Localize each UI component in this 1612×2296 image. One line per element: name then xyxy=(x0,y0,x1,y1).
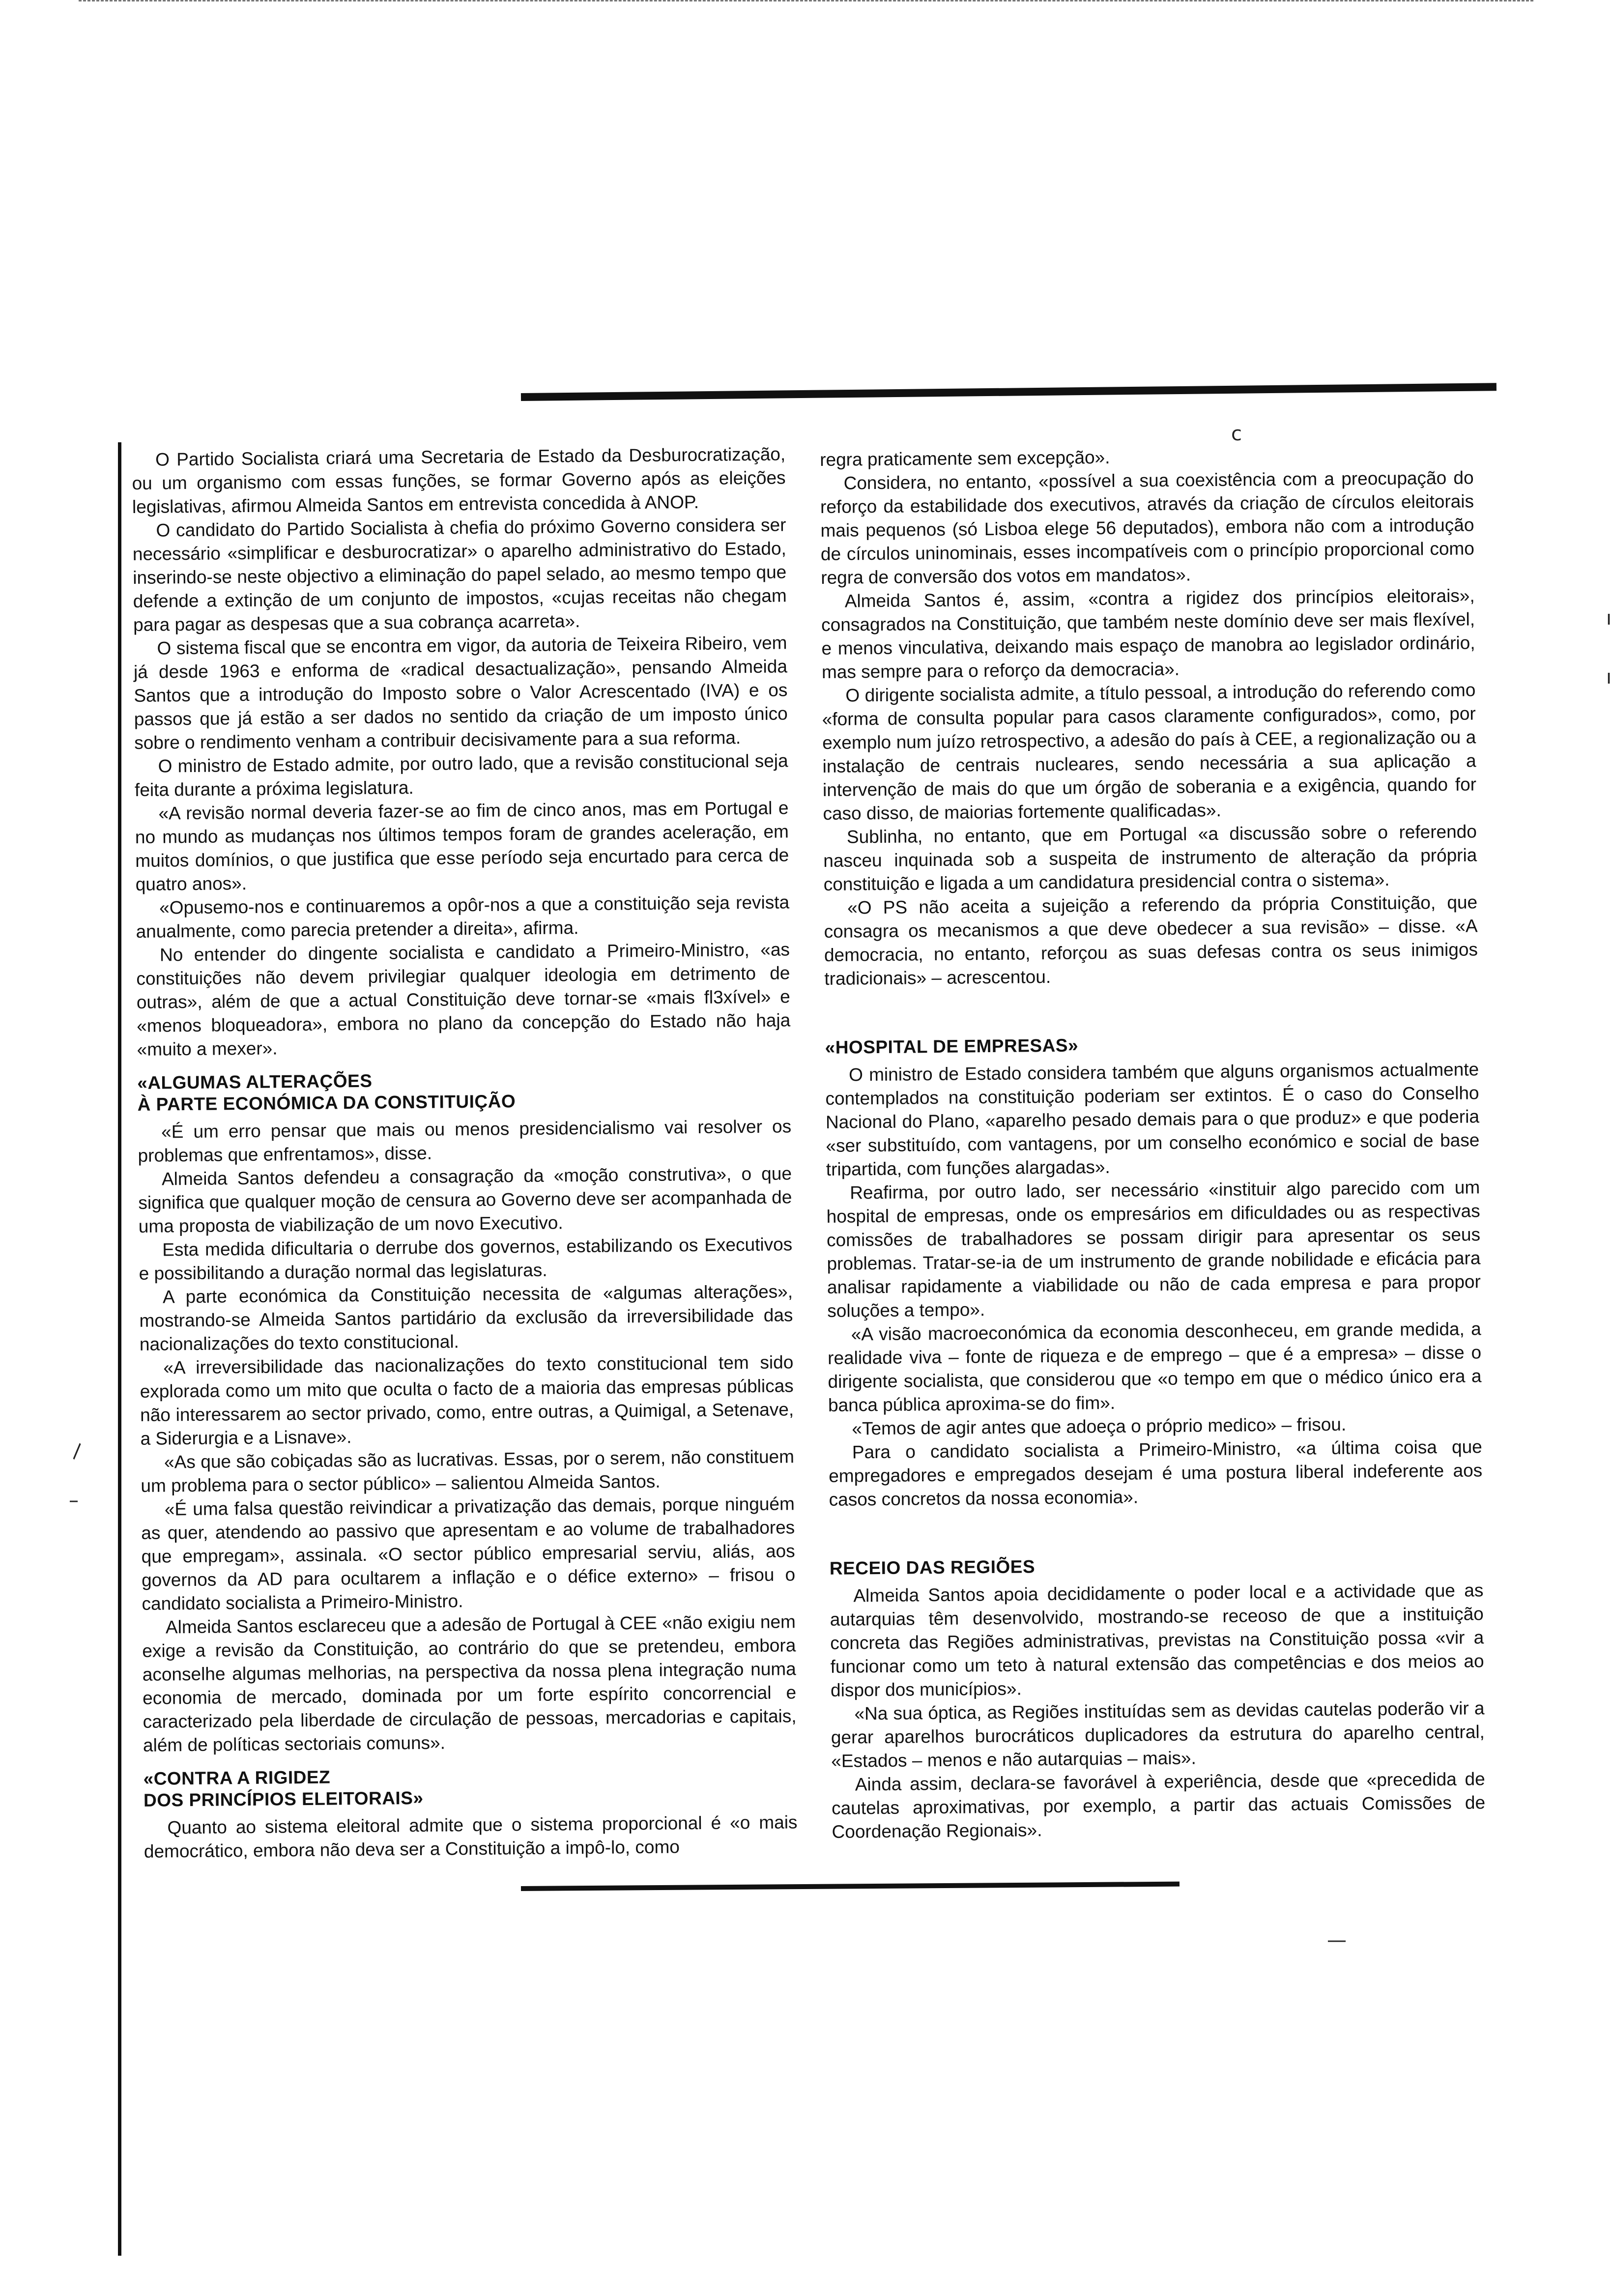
paragraph: Almeida Santos esclareceu que a adesão de Portugal à CEE «não exigiu nem exige a revisão da Constituição, ao contrário do que se pretendeu, embora aconselhe algumas melhorias, na perspectiva da nossa plena integração numa economia de mercado, dominada por um forte espírito concorrencial e caracterizado pela liberdade de circulação de pessoas, mercadorias e capitais, além de políticas sectoriais comuns». xyxy=(142,1611,797,1755)
paragraph: Ainda assim, declara-se favorável à experiência, desde que «precedida de cautelas aproximativas, por exemplo, a partir das actuais Comissões de Coordenação Regionais». xyxy=(831,1769,1486,1842)
scan-mark: ı xyxy=(1606,666,1612,689)
section-heading-line: DOS PRINCÍPIOS ELEITORAIS» xyxy=(143,1787,424,1810)
paragraph: «A revisão normal deveria fazer-se ao fim de cinco anos, mas em Portugal e no mundo as mudanças nos últimos tempos foram de grandes aceleração, em muitos domínios, o que justifica que esse período seja encurtado para cerca de quatro anos». xyxy=(135,798,789,894)
section-heading-line: «CONTRA A RIGIDEZ xyxy=(143,1767,331,1789)
paragraph: «O PS não aceita a sujeição a referendo da própria Constituição, que consagra os mecanismos a que deve obedecer a sua revisão» – disse. «A democracia, no entanto, reforçou as suas defesas contra os seus inimigos tradicionais» – acrescentou. xyxy=(824,892,1478,989)
bottom-rule xyxy=(521,1882,1180,1891)
section-heading xyxy=(137,1066,791,1116)
paragraph: «Opusemo-nos e continuaremos a opôr-nos a que a constituição seja revista anualmente, como parecia pretender a direita», afirma. xyxy=(136,892,790,942)
paragraph: Para o candidato socialista a Primeiro-Ministro, «a última coisa que empregadores e empregados desejam é uma postura liberal indeferente aos casos concretos da nossa economia». xyxy=(829,1436,1483,1510)
scan-top-edge xyxy=(79,0,1533,3)
paragraph: O dirigente socialista admite, a título pessoal, a introdução do referendo como «forma de consulta popular para casos claramente configurados», como, por exemplo num juízo retrospectivo, a adesão do país à CEE, a regionalização ou a instalação de centrais nucleares, sendo necessária a sua aplicação a intervenção de mais do que um órgão de soberania e a exigência, quando for caso disso, de maiorias fortemente qualificadas». xyxy=(822,680,1477,824)
section-heading: RECEIO DAS REGIÕES xyxy=(829,1556,1036,1578)
article-column-right xyxy=(820,442,1486,1843)
scan-mark: c xyxy=(1231,423,1242,445)
section-heading xyxy=(143,1762,797,1811)
paragraph: O ministro de Estado admite, por outro lado, que a revisão constitucional seja feita durante a próxima legislatura. xyxy=(134,750,788,800)
paragraph: «Temos de agir antes que adoeça o próprio medico» – frisou. xyxy=(852,1414,1347,1439)
paragraph: O candidato do Partido Socialista à chefia do próximo Governo considera ser necessário «simplificar e desburocratizar» o aparelho administrativo do Estado, inserindo-se neste objectivo a eliminação do papel selado, ao mesmo tempo que defende a extinção de um conjunto de impostos, «cujas receitas não chegam para pagar as despesas que a sua cobrança acarreta». xyxy=(132,515,787,635)
paragraph: Almeida Santos é, assim, «contra a rigidez dos princípios eleitorais», consagrados na Constituição, que também neste domínio deve ser mais flexível, e menos vinculativa, deixando mais espaço de manobra ao legislador ordinário, mas sempre para o reforço da democracia». xyxy=(821,585,1475,682)
paragraph: Quanto ao sistema eleitoral admite que o sistema proporcional é «o mais democrático, embora não deva ser a Constituição a impô-lo, como xyxy=(144,1812,798,1862)
top-rule xyxy=(521,383,1497,401)
paragraph: O ministro de Estado considera também que alguns organismos actualmente contemplados na constituição poderiam ser extintos. É o caso do Conselho Nacional do Plano, «aparelho pesado demais para o que produz» e que poderia «ser substituído, com vantagens, por um conselho económico e social de base tripartida, com funções alargadas». xyxy=(825,1059,1480,1179)
paragraph: «A irreversibilidade das nacionalizações do texto constitucional tem sido explorada como um mito que oculta o facto de a maioria das empresas públicas não interessarem ao sector privado, como, entre outras, a Quimigal, a Setenave, a Siderurgia e a Lisnave». xyxy=(140,1352,794,1449)
paragraph: «A visão macroeconómica da economia desconheceu, em grande medida, a realidade viva – fonte de riqueza e de emprego – que é a empresa» – disse o dirigente socialista, que considerou que «o tempo em que o médico único era a banca pública aproxima-se do fim». xyxy=(827,1319,1482,1415)
paragraph: «É uma falsa questão reivindicar a privatização das demais, porque ninguém as quer, atendendo ao passivo que apresentam e ao volume de trabalhadores que empregam», assinala. «O sector público empresarial serviu, aliás, aos governos da AD para ocultarem a inflação e o défice externo» – frisou o candidato socialista a Primeiro-Ministro. xyxy=(141,1493,796,1614)
paragraph: Almeida Santos apoia decididamente o poder local e a actividade que as autarquias têm desenvolvido, mostrando-se receoso de que a instituição concreta das Regiões administrativas, previstas na Constituição possa «vir a funcionar como um teto à natural extensão das competências e dos meios ao dispor dos municípios». xyxy=(830,1580,1484,1700)
paragraph: Reafirma, por outro lado, ser necessário «instituir algo parecido com um hospital de empresas, onde os empresários em dificuldades ou as respectivas comissões de trabalhadores se possam dirigir para apresentar os seus problemas. Tratar-se-ia de um instrumento de grande nobilidade e eficácia para analisar rapidamente a viabilidade ou não de cada empresa e para propor soluções a tempo». xyxy=(826,1177,1481,1321)
scan-mark: – xyxy=(69,1489,79,1512)
scan-mark: — xyxy=(1327,1929,1347,1952)
paragraph: A parte económica da Constituição necessita de «algumas alterações», mostrando-se Almeida Santos partidário da exclusão da irreversibilidade das nacionalizações do texto constitucional. xyxy=(139,1281,793,1354)
section-heading-line: «ALGUMAS ALTERAÇÕES xyxy=(137,1070,373,1093)
paragraph: Sublinha, no entanto, que em Portugal «a discussão sobre o referendo nasceu inquinada sob a suspeita de instrumento de alteração da própria constituição e ligada a um candidatura presidencial contra o sistema». xyxy=(823,821,1477,894)
paragraph: Considera, no entanto, «possível a sua coexistência com a preocupação do reforço da estabilidade dos executivos, através da criação de círculos eleitorais mais pequenos (só Lisboa elege 56 deputados), embora não com a introdução de círculos uninominais, esses incompatíveis com o princípio proporcional como regra de conversão dos votos em mandatos». xyxy=(820,467,1475,588)
paragraph: «É um erro pensar que mais ou menos presidencialismo vai resolver os problemas que enfrentamos», disse. xyxy=(138,1116,792,1166)
section-heading: «HOSPITAL DE EMPRESAS» xyxy=(825,1035,1079,1058)
paragraph: No entender do dingente socialista e candidato a Primeiro-Ministro, «as constituições não devem privilegiar qualquer ideologia em detrimento de outras», além de que a actual Constituição deve tornar-se «mais fl3xível» e «menos bloqueadora», embora no plano da concepção do Estado não haja «muito a mexer». xyxy=(136,939,791,1060)
paragraph: Almeida Santos defendeu a consagração da «moção construtiva», o que significa que qualquer moção de censura ao Governo deve ser acompanhada de uma proposta de viabilização de um novo Executivo. xyxy=(138,1163,792,1236)
paragraph: regra praticamente sem excepção». xyxy=(820,447,1110,470)
spacer xyxy=(825,985,1479,1026)
paragraph: «As que são cobiçadas são as lucrativas. Essas, por o serem, não constituem um problema para o sector público» – salientou Almeida Santos. xyxy=(141,1446,795,1496)
paragraph: «Na sua óptica, as Regiões instituídas sem as devidas cautelas poderão vir a gerar aparelhos burocráticos duplicadores da estrutura do aparelho central, «Estados – menos e não autarquias – mais». xyxy=(831,1698,1485,1771)
section-heading-line: À PARTE ECONÓMICA DA CONSTITUIÇÃO xyxy=(137,1091,516,1115)
scan-mark: ı xyxy=(1606,607,1612,630)
spacer xyxy=(829,1506,1483,1547)
article-column-left xyxy=(132,442,798,1863)
left-margin-rule xyxy=(118,442,121,2256)
scan-mark: \ xyxy=(67,1440,87,1462)
paragraph: O Partido Socialista criará uma Secretaria de Estado da Desburocratização, ou um organismo com essas funções, se formar Governo após as eleições legislativas, afirmou Almeida Santos em entrevista concedida à ANOP. xyxy=(132,444,786,517)
paragraph: Esta medida dificultaria o derrube dos governos, estabilizando os Executivos e possibilitando a duração normal das legislaturas. xyxy=(139,1234,793,1284)
paragraph: O sistema fiscal que se encontra em vigor, da autoria de Teixeira Ribeiro, vem já desde 1963 e enforma de «radical desactualização», pensando Almeida Santos que a introdução do Imposto sobre o Valor Acrescentado (IVA) e os passos que já estão a ser dados no sentido da criação de um imposto único sobre o rendimento venham a contribuir decisivamente para a sua reforma. xyxy=(133,632,788,753)
